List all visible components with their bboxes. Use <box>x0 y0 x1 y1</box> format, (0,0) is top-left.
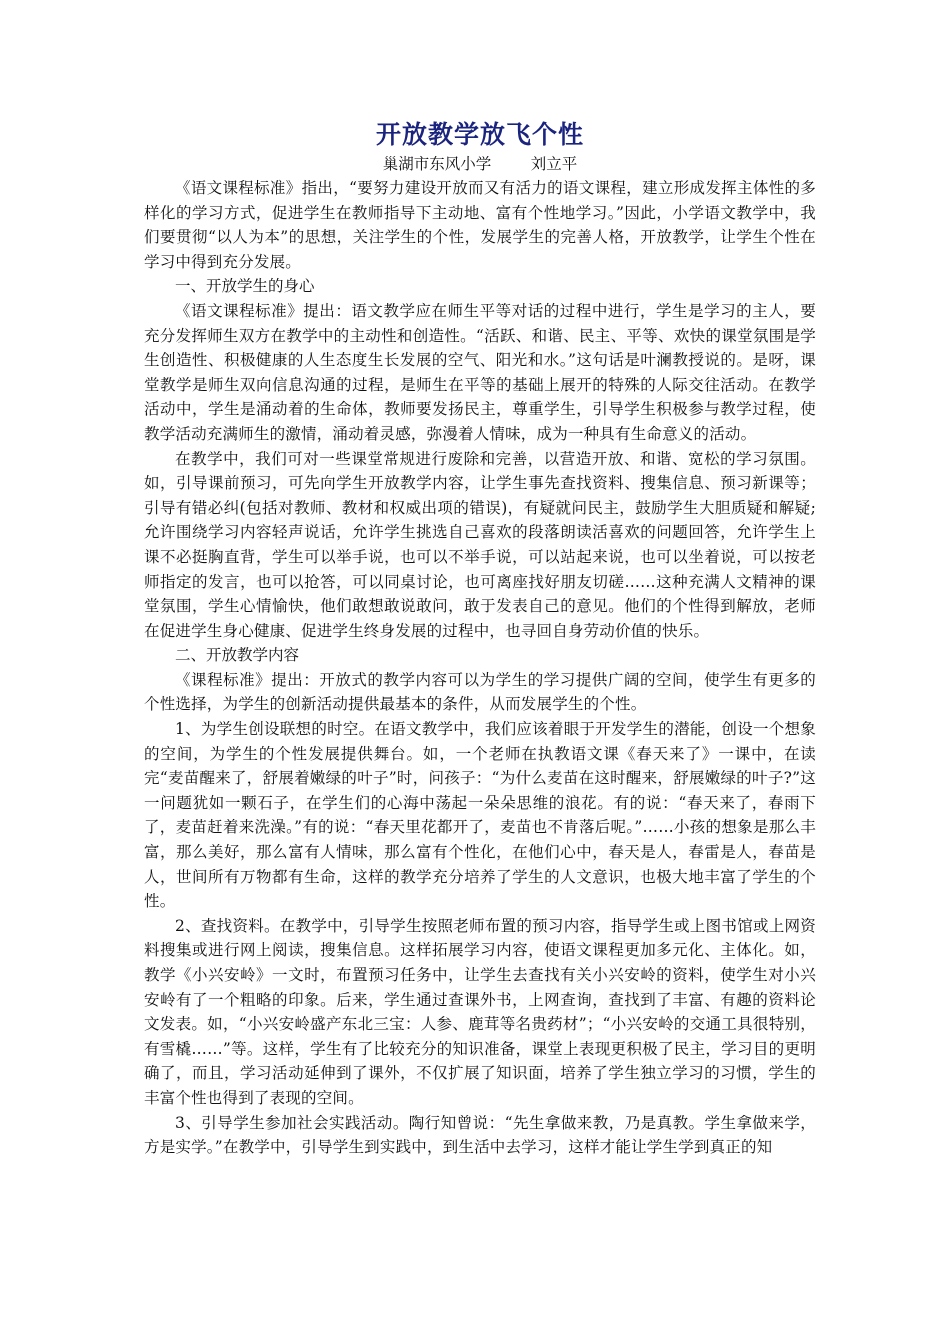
intro-paragraph: 《语文课程标准》指出，“要努力建设开放而又有活力的语文课程，建立形成发挥主体性的多样化的学习方式，促进学生在教师指导下主动地、富有个性地学习。”因此，小学语文教学中，我们要贯彻“以人为本”的思想，关注学生的个性，发展学生的完善人格，开放教学，让学生个性在学习中得到充分发展。 <box>144 179 816 271</box>
author-byline: 巢湖市东风小学 刘立平 <box>382 155 578 173</box>
body-paragraph: 1、为学生创设联想的时空。在语文教学中，我们应该着眼于开发学生的潜能，创设一个想象的空间，为学生的个性发展提供舞台。如，一个老师在执教语文课《春天来了》一课中，在读完“麦苗醒来了，舒展着嫩绿的叶子”时，问孩子：“为什么麦苗在这时醒来，舒展嫩绿的叶子?”这一问题犹如一颗石子，在学生们的心海中荡起一朵朵思维的浪花。有的说：“春天来了，春雨下了，麦苗赶着来洗澡。”有的说：“春天里花都开了，麦苗也不肯落后呢。”……小孩的想象是那么丰富，那么美好，那么富有人情味，那么富有个性化，在他们心中，春天是人，春雷是人，春苗是人，世间所有万物都有生命，这样的教学充分培养了学生的人文意识，也极大地丰富了学生的个性。 <box>144 720 816 911</box>
document-page <box>144 118 816 1160</box>
section-heading-1: 一、开放学生的身心 <box>175 277 315 296</box>
body-paragraph: 《课程标准》提出：开放式的教学内容可以为学生的学习提供广阔的空间，使学生有更多的个性选择，为学生的创新活动提供最基本的条件，从而发展学生的个性。 <box>144 670 816 714</box>
document-title: 开放教学放飞个性 <box>375 120 584 149</box>
section-heading-2: 二、开放教学内容 <box>175 646 300 665</box>
body-paragraph: 《语文课程标准》提出：语文教学应在师生平等对话的过程中进行，学生是学习的主人，要充分发挥师生双方在教学中的主动性和创造性。“活跃、和谐、民主、平等、欢快的课堂氛围是学生创造性、积极健康的人生态度生长发展的空气、阳光和水。”这句话是叶澜教授说的。是呀，课堂教学是师生双向信息沟通的过程，是师生在平等的基础上展开的特殊的人际交往活动。在教学活动中，学生是涌动着的生命体，教师要发扬民主，尊重学生，引导学生积极参与教学过程，使教学活动充满师生的激情，涌动着灵感，弥漫着人情味，成为一种具有生命意义的活动。 <box>144 301 816 443</box>
body-paragraph: 在教学中，我们可对一些课堂常规进行废除和完善，以营造开放、和谐、宽松的学习氛围。如，引导课前预习，可先向学生开放教学内容，让学生事先查找资料、搜集信息、预习新课等；引导有错必纠(包括对教师、教材和权威出项的错误)，有疑就问民主，鼓励学生大胆质疑和解疑;允许围绕学习内容轻声说话，允许学生挑选自己喜欢的段落朗读活喜欢的问题回答，允许学生上课不必挺胸直背，学生可以举手说，也可以不举手说，可以站起来说，也可以坐着说，可以按老师指定的发言，也可以抢答，可以同桌讨论，也可离座找好朋友切磋……这种充满人文精神的课堂氛围，学生心情愉快，他们敢想敢说敢问，敢于发表自己的意见。他们的个性得到解放，老师在促进学生身心健康、促进学生终身发展的过程中，也寻回自身劳动价值的快乐。 <box>144 449 816 640</box>
body-paragraph: 3、引导学生参加社会实践活动。陶行知曾说：“先生拿做来教，乃是真教。学生拿做来学，方是实学。”在教学中，引导学生到实践中，到生活中去学习，这样才能让学生学到真正的知 <box>144 1113 816 1157</box>
body-paragraph: 2、查找资料。在教学中，引导学生按照老师布置的预习内容，指导学生或上图书馆或上网资料搜集或进行网上阅读，搜集信息。这样拓展学习内容，使语文课程更加多元化、主体化。如，教学《小兴安岭》一文时，布置预习任务中，让学生去查找有关小兴安岭的资料，使学生对小兴安岭有了一个粗略的印象。后来，学生通过查课外书，上网查询，查找到了丰富、有趣的资料论文发表。如，“小兴安岭盛产东北三宝：人参、鹿茸等名贵药材”；“小兴安岭的交通工具很特别，有雪橇……”等。这样，学生有了比较充分的知识准备，课堂上表现更积极了民主，学习目的更明确了，而且，学习活动延伸到了课外，不仅扩展了知识面，培养了学生独立学习的习惯，学生的丰富个性也得到了表现的空间。 <box>144 916 816 1107</box>
